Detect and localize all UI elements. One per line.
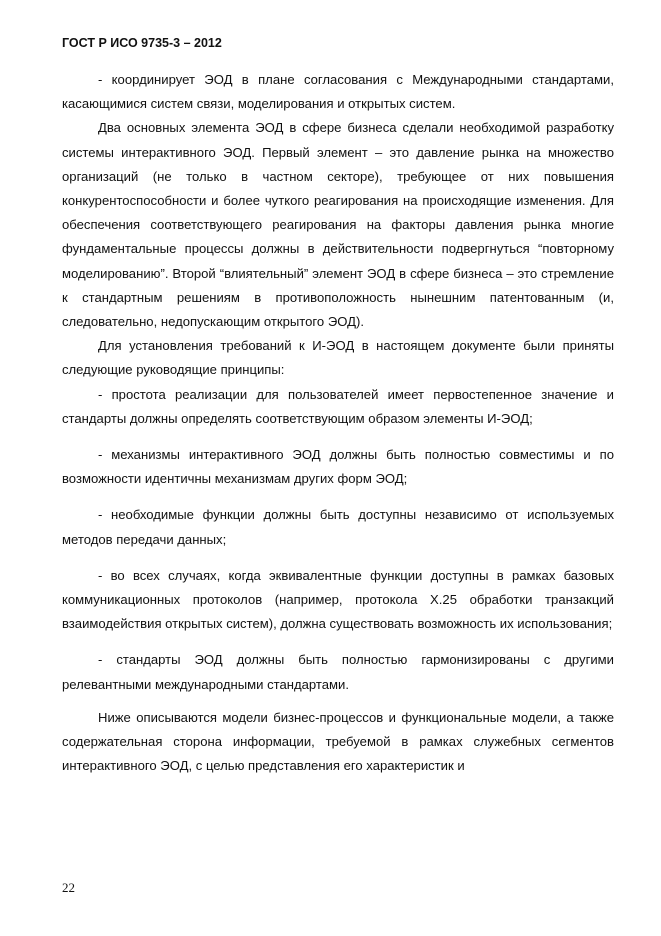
- paragraph-1: - координирует ЭОД в плане согласования с Международными стандартами, касающимися систем связи, моделирования и открытых систем.: [62, 72, 614, 112]
- list-item-1: - простота реализации для пользователей имеет первостепенное значение и стандарты должны определять соответствующим образом элементы И-ЭОД;: [62, 386, 614, 426]
- list-item-5: - стандарты ЭОД должны быть полностью гармонизированы с другими релевантными международными стандартами.: [62, 652, 614, 692]
- list-item-3: - необходимые функции должны быть доступны независимо от используемых методов передачи данных;: [62, 507, 614, 547]
- list-item-4: - во всех случаях, когда эквивалентные функции доступны в рамках базовых коммуникационных протоколов (например, протокола X.25 обработки транзакций взаимодействия открытых систем), должна существовать возможность их использования;: [62, 567, 614, 632]
- paragraph-3: Для установления требований к И-ЭОД в настоящем документе были приняты следующие руководящие принципы:: [62, 338, 614, 378]
- document-header: ГОСТ Р ИСО 9735-3 – 2012: [62, 36, 222, 50]
- list-item-2: - механизмы интерактивного ЭОД должны быть полностью совместимы и по возможности идентичны механизмам других форм ЭОД;: [62, 447, 614, 487]
- page-number: 22: [62, 880, 75, 895]
- document-body: [62, 68, 614, 778]
- paragraph-2: Два основных элемента ЭОД в сфере бизнеса сделали необходимой разработку системы интерактивного ЭОД. Первый элемент – это давление рынка на множество организаций (не только в частном секторе), требующее от них повышения конкурентоспособности и более чуткого реагирования на происходящие изменения. Для обеспечения соответствующего реагирования на факторы давления рынка многие фундаментальные процессы должны в действительности подвергнуться “повторному моделированию”. Второй “влиятельный” элемент ЭОД в сфере бизнеса – это стремление к стандартным решениям в противоположность нынешним патентованным (и, следовательно, недопускающим открытого ЭОД).: [62, 120, 614, 330]
- paragraph-4: Ниже описываются модели бизнес-процессов и функциональные модели, а также содержательная сторона информации, требуемой в рамках служебных сегментов интерактивного ЭОД, с целью представления его характеристик и: [62, 709, 614, 774]
